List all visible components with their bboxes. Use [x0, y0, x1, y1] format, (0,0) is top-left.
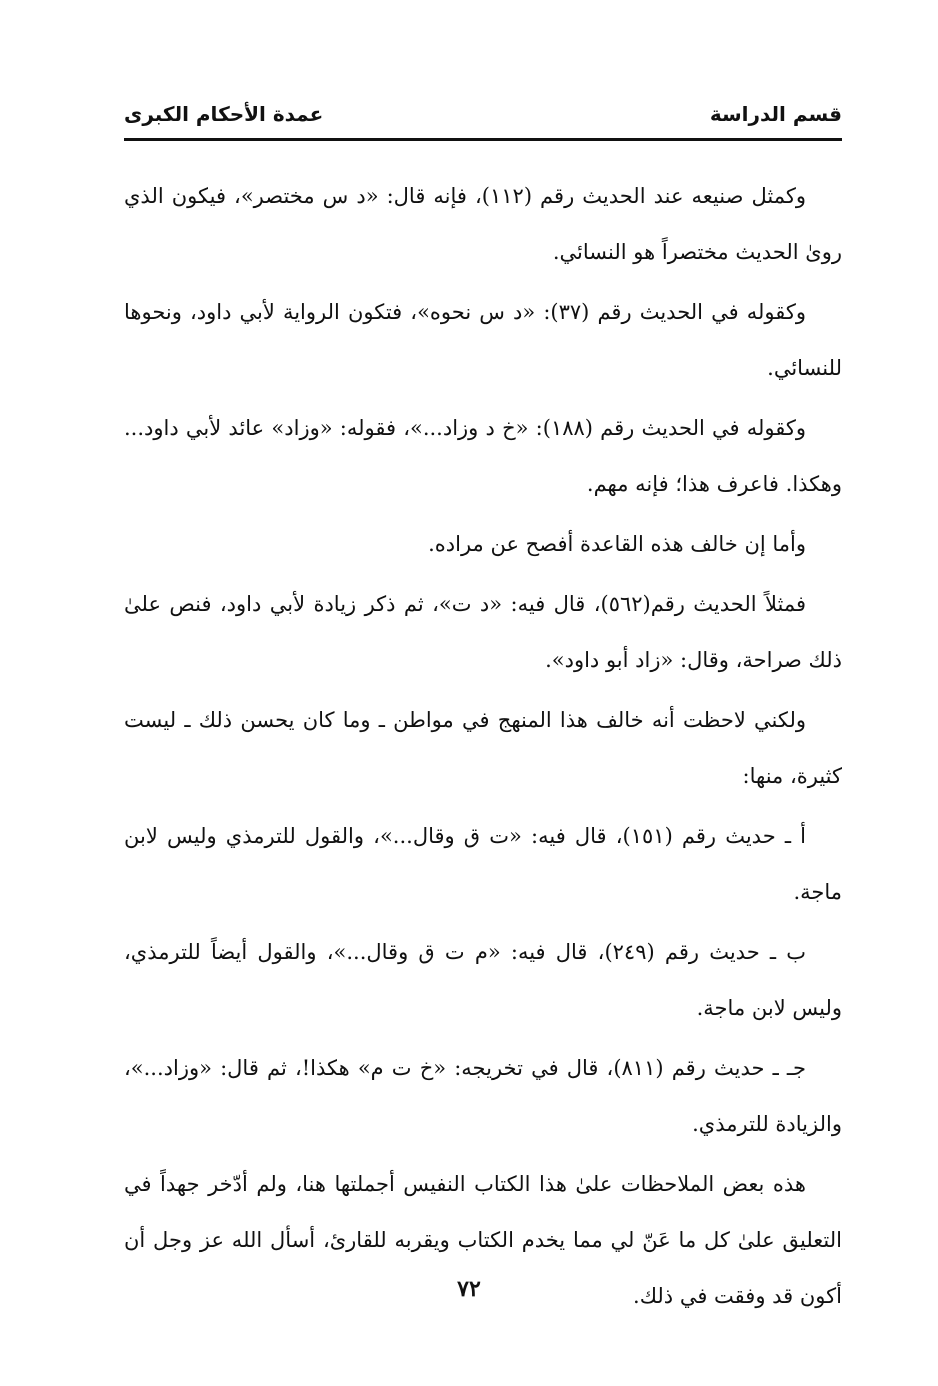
- paragraph-6: ولكني لاحظت أنه خالف هذا المنهج في مواطن ـ وما كان يحسن ذلك ـ ليست كثيرة، منها:: [124, 708, 842, 788]
- paragraph-4: وأما إن خالف هذه القاعدة أفصح عن مراده.: [428, 532, 806, 556]
- header-rule: [124, 138, 842, 141]
- closing-paragraph: هذه بعض الملاحظات علىٰ هذا الكتاب النفيس أجملتها هنا، ولم أدّخر جهداً في التعليق علىٰ كل ما عَنّ لي مما يخدم الكتاب ويقربه للقارئ، أسأل الله عز وجل أن أكون قد وفقت في ذلك.: [124, 1172, 842, 1308]
- page-number: ٧٢: [457, 1276, 481, 1302]
- paragraph-3: وكقوله في الحديث رقم (١٨٨): «خ د وزاد...»، فقوله: «وزاد» عائد لأبي داود... وهكذا. فاعرف هذا؛ فإنه مهم.: [124, 416, 842, 496]
- paragraph-1: وكمثل صنيعه عند الحديث رقم (١١٢)، فإنه قال: «د س مختصر»، فيكون الذي روىٰ الحديث مختصراً هو النسائي.: [124, 184, 842, 264]
- paragraph-2: وكقوله في الحديث رقم (٣٧): «د س نحوه»، فتكون الرواية لأبي داود، ونحوها للنسائي.: [124, 300, 842, 380]
- list-item-c: جـ ـ حديث رقم (٨١١)، قال في تخريجه: «خ ت م» هكذا!، ثم قال: «وزاد...»، والزيادة للترمذي.: [124, 1056, 842, 1136]
- section-title: قسم الدراسة: [709, 102, 842, 126]
- list-item-a: أ ـ حديث رقم (١٥١)، قال فيه: «ت ق وقال...»، والقول للترمذي وليس لابن ماجة.: [124, 824, 842, 904]
- running-header: [124, 102, 842, 132]
- paragraph-5: فمثلاً الحديث رقم(٥٦٢)، قال فيه: «د ت»، ثم ذكر زيادة لأبي داود، فنص علىٰ ذلك صراحة، وقال: «زاد أبو داود».: [124, 592, 842, 672]
- book-title: عمدة الأحكام الكبرى: [124, 102, 324, 126]
- list-item-b: ب ـ حديث رقم (٢٤٩)، قال فيه: «م ت ق وقال...»، والقول أيضاً للترمذي، وليس لابن ماجة.: [124, 940, 842, 1020]
- body-text: [124, 168, 842, 1328]
